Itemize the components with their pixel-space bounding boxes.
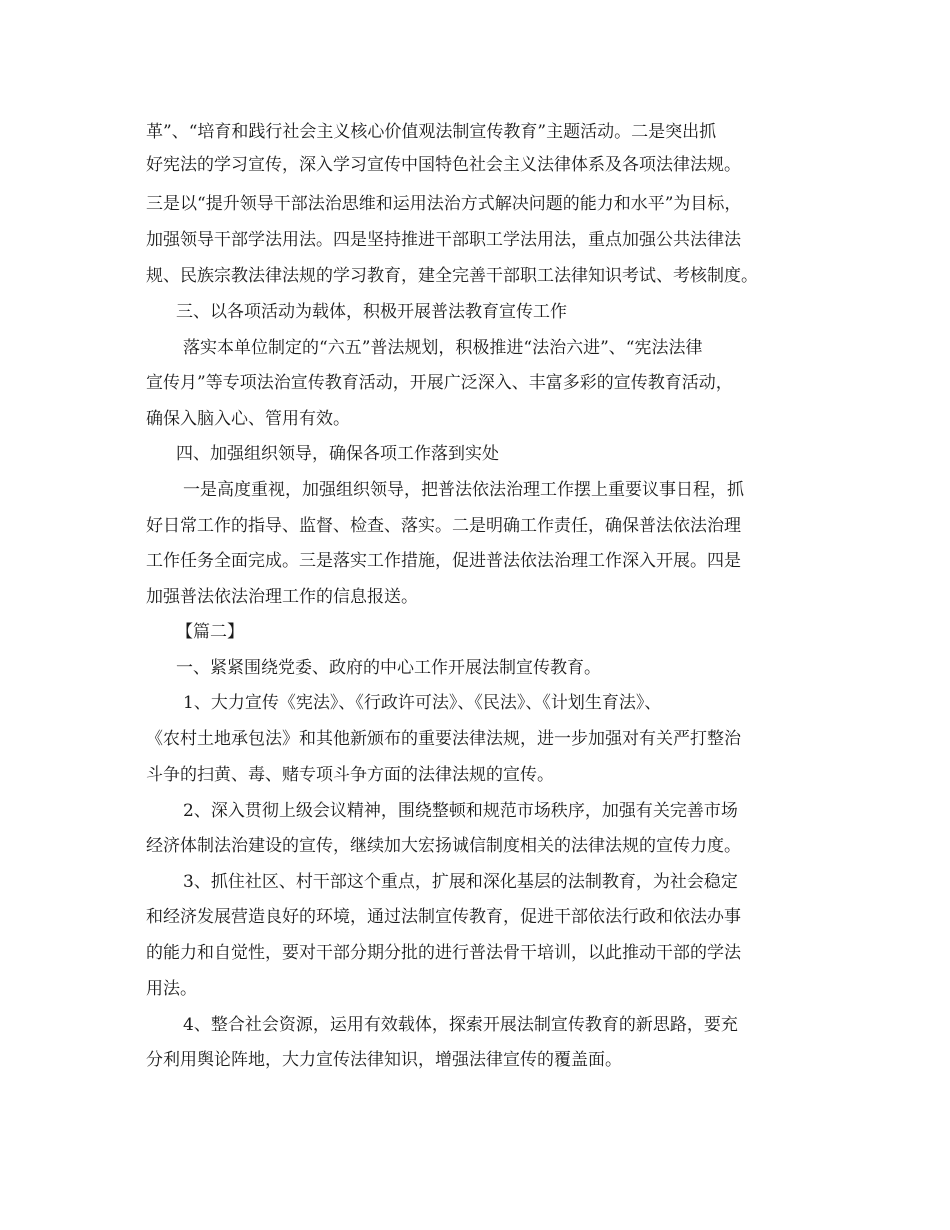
text-line: 1、大力宣传《宪法》、《行政许可法》、《民法》、《计划生育法》、 bbox=[183, 693, 662, 713]
text-line: 斗争的扫黄、毒、赌专项斗争方面的法律法规的宣传。 bbox=[146, 765, 554, 785]
text-line: 加强普法依法治理工作的信息报送。 bbox=[146, 587, 418, 607]
section-heading: 一、紧紧围绕党委、政府的中心工作开展法制宣传教育。 bbox=[176, 658, 601, 678]
text-line: 革”、“培育和践行社会主义核心价值观法制宣传教育”主题活动。二是突出抓 bbox=[146, 122, 717, 142]
text-line: 3、抓住社区、村干部这个重点，扩展和深化基层的法制教育，为社会稳定 bbox=[183, 872, 738, 892]
text-line: 一是高度重视，加强组织领导，把普法依法治理工作摆上重要议事日程，抓 bbox=[183, 480, 744, 500]
text-line: 用法。 bbox=[146, 979, 197, 999]
text-line: 的能力和自觉性，要对干部分期分批的进行普法骨干培训，以此推动干部的学法 bbox=[146, 943, 741, 963]
text-line: 落实本单位制定的“六五”普法规划，积极推进“法治六进”、“宪法法律 bbox=[183, 338, 703, 358]
text-line: 好宪法的学习宣传，深入学习宣传中国特色社会主义法律体系及各项法律法规。 bbox=[146, 155, 741, 175]
text-line: 确保入脑入心、管用有效。 bbox=[146, 409, 350, 429]
section-heading: 四、加强组织领导，确保各项工作落到实处 bbox=[176, 444, 499, 464]
text-line: 和经济发展营造良好的环境，通过法制宣传教育，促进干部依法行政和依法办事 bbox=[146, 907, 741, 927]
part-heading: 【篇二】 bbox=[176, 622, 244, 642]
section-heading: 三、以各项活动为载体，积极开展普法教育宣传工作 bbox=[176, 302, 567, 322]
text-line: 4、整合社会资源，运用有效载体，探索开展法制宣传教育的新思路，要充 bbox=[183, 1015, 738, 1035]
text-line: 规、民族宗教法律法规的学习教育，建全完善干部职工法律知识考试、考核制度。 bbox=[146, 266, 758, 286]
text-line: 好日常工作的指导、监督、检查、落实。二是明确工作责任，确保普法依法治理 bbox=[146, 516, 741, 536]
text-line: 经济体制法治建设的宣传，继续加大宏扬诚信制度相关的法律法规的宣传力度。 bbox=[146, 836, 741, 856]
text-line: 2、深入贯彻上级会议精神，围绕整顿和规范市场秩序，加强有关完善市场 bbox=[183, 801, 738, 821]
text-line: 工作任务全面完成。三是落实工作措施，促进普法依法治理工作深入开展。四是 bbox=[146, 551, 741, 571]
text-line: 宣传月”等专项法治宣传教育活动，开展广泛深入、丰富多彩的宣传教育活动， bbox=[146, 373, 733, 393]
text-line: 加强领导干部学法用法。四是坚持推进干部职工学法用法，重点加强公共法律法 bbox=[146, 230, 741, 250]
text-line: 三是以“提升领导干部法治思维和运用法治方式解决问题的能力和水平”为目标， bbox=[146, 194, 742, 214]
text-line: 分利用舆论阵地，大力宣传法律知识，增强法律宣传的覆盖面。 bbox=[146, 1050, 622, 1070]
text-line: 《农村土地承包法》和其他新颁布的重要法律法规，进一步加强对有关严打整治 bbox=[146, 729, 741, 749]
